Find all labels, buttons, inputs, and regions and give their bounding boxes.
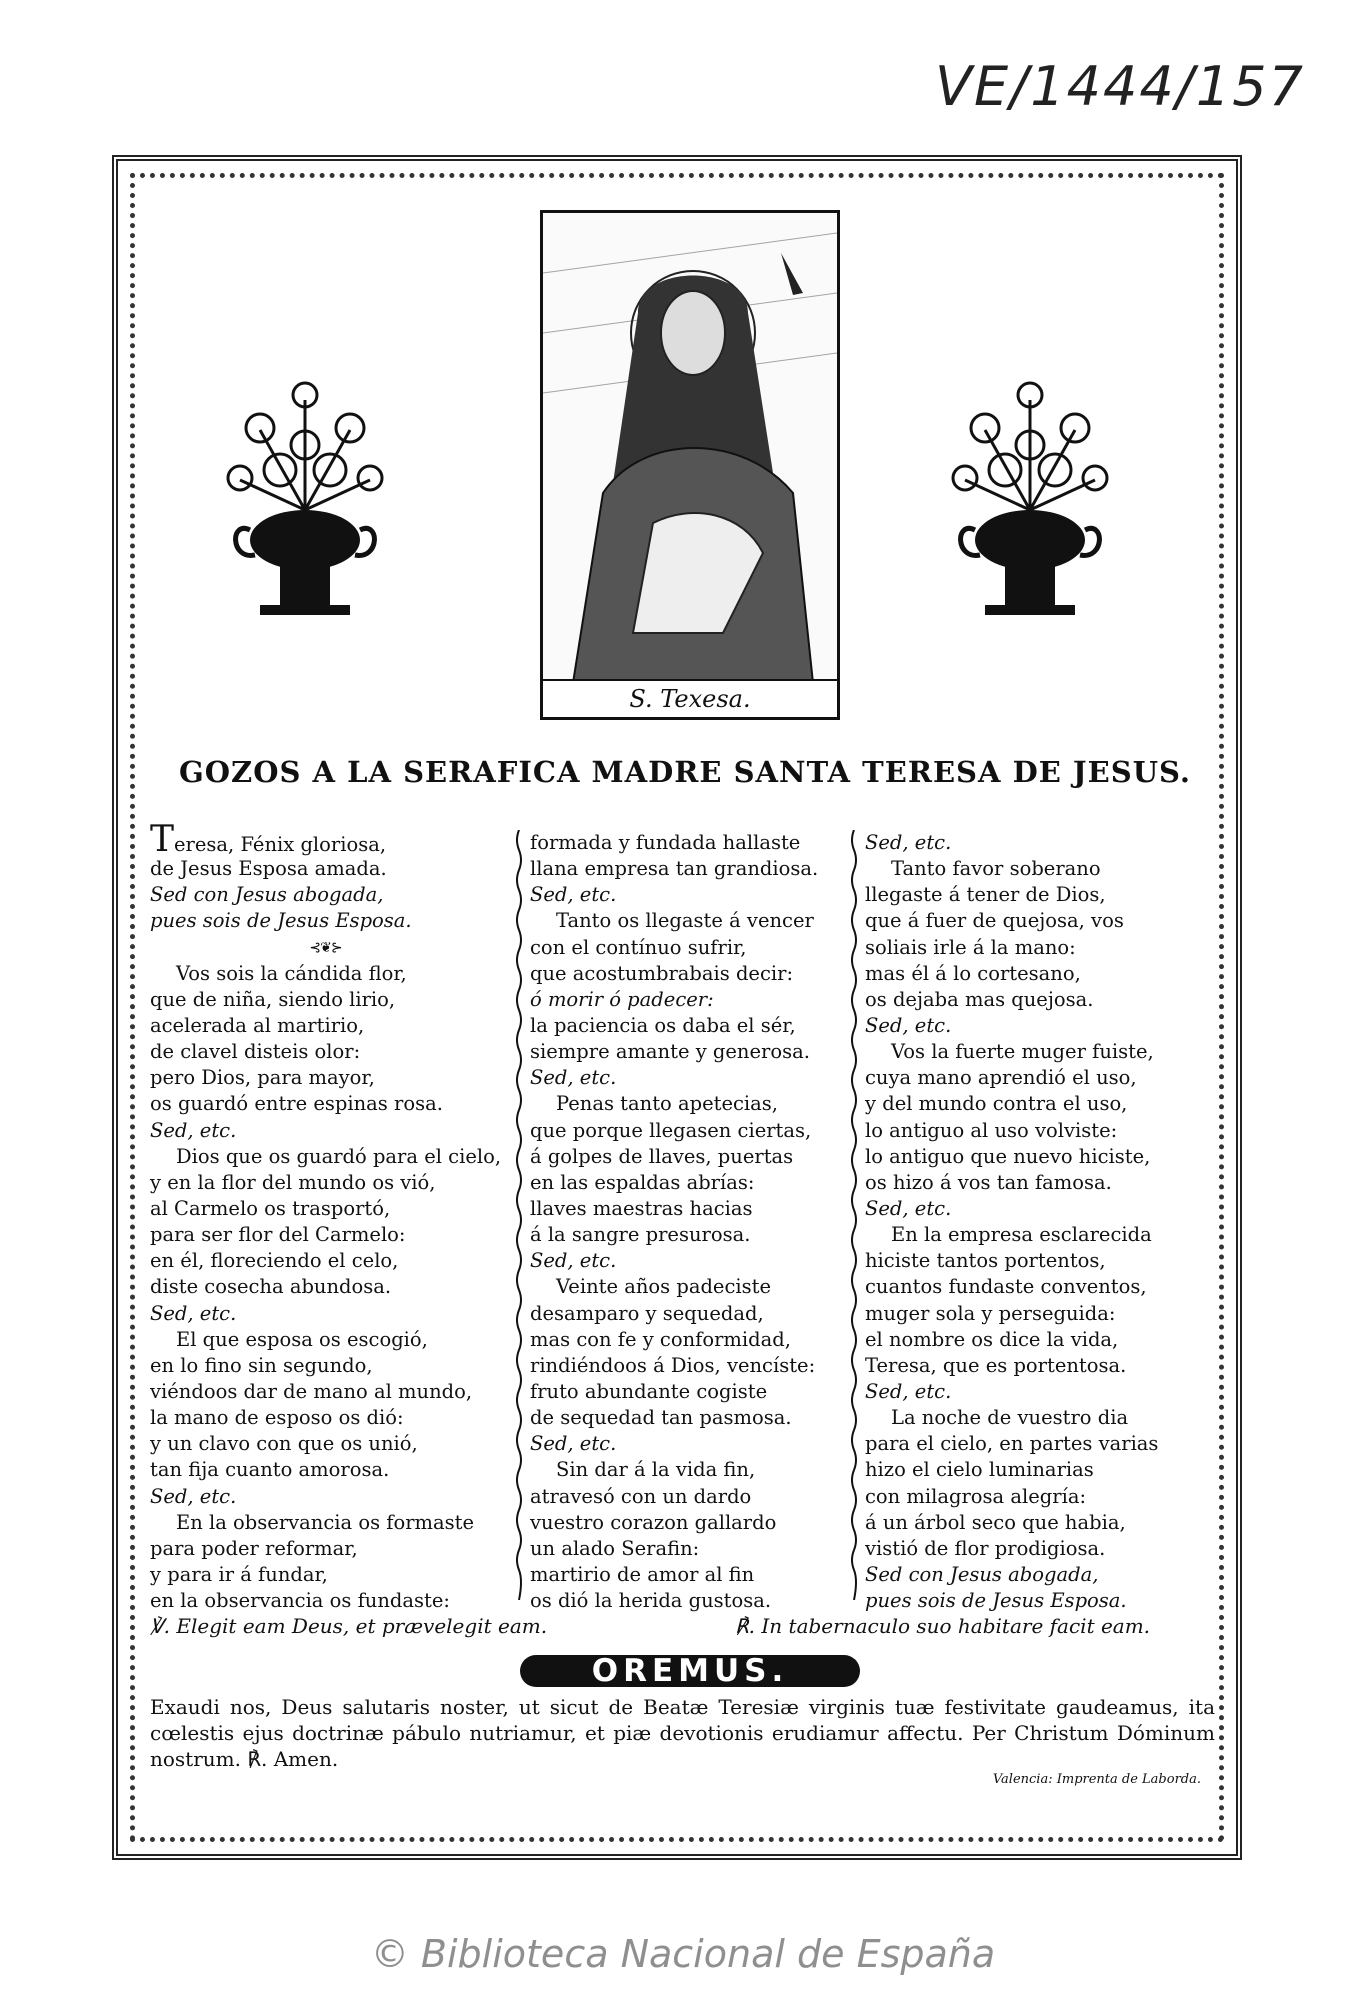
verse-line: soliais irle á la mano: <box>865 935 1076 959</box>
verse-line: Vos la fuerte muger fuiste, <box>891 1040 1154 1064</box>
verse-line: rindiéndoos á Dios, vencíste: <box>530 1353 816 1377</box>
printer-imprint: Valencia: Imprenta de Laborda. <box>992 1772 1201 1787</box>
verse-line: Tanto favor soberano <box>891 857 1101 881</box>
verse-line: acelerada al martirio, <box>150 1013 365 1037</box>
page-title: GOZOS A LA SERAFICA MADRE SANTA TERESA DE JESUS. <box>179 755 1191 789</box>
verse-line: que á fuer de quejosa, vos <box>865 909 1124 933</box>
verse-line: pues sois de Jesus Esposa. <box>865 1589 1127 1613</box>
column-divider-2 <box>850 830 858 1600</box>
verse-column-1 <box>150 819 502 1614</box>
verse-line: Sed, etc. <box>530 1432 617 1456</box>
saint-figure-illustration <box>543 213 837 683</box>
prayer-text: Exaudi nos, Deus salutaris noster, ut sicut de Beatæ Teresiæ virginis tuæ festivitate gaudeamus, ita cœlestis ejus doctrinæ pábulo nutriamur, et piæ devotionis erudiamur affectu. Per Christum Dóminum nostrum. ℟. Amen. <box>150 1695 1215 1771</box>
verse-line: en él, floreciendo el celo, <box>150 1249 399 1273</box>
verse-line: diste cosecha abundosa. <box>150 1275 392 1299</box>
verse-line: Sed, etc. <box>150 1301 237 1325</box>
verse-line: llana empresa tan grandiosa. <box>530 857 819 881</box>
verse-line: que porque llegasen ciertas, <box>530 1118 812 1142</box>
verse-line: Veinte años padeciste <box>556 1275 772 1299</box>
verse-line: pero Dios, para mayor, <box>150 1066 375 1090</box>
verse-line: formada y fundada hallaste <box>530 831 801 854</box>
verse-line: Sed, etc. <box>530 1066 617 1090</box>
verse-line: lo antiguo al uso volviste: <box>865 1118 1118 1142</box>
verse-line: que acostumbrabais decir: <box>530 961 794 985</box>
verse-line: llaves maestras hacias <box>530 1196 753 1220</box>
verse-line: el nombre os dice la vida, <box>865 1327 1119 1351</box>
verse-line: de clavel disteis olor: <box>150 1040 361 1064</box>
verse-line: á un árbol seco que habia, <box>865 1510 1126 1534</box>
verse-line: pues sois de Jesus Esposa. <box>150 909 412 933</box>
verse-line: Penas tanto apetecias, <box>556 1092 778 1116</box>
saint-teresa-engraving <box>540 210 840 720</box>
verse-line: vuestro corazon gallardo <box>530 1510 777 1534</box>
verse-line: con el contínuo sufrir, <box>530 935 747 959</box>
catalog-mark: VE/1444/157 <box>935 55 1305 118</box>
verse-line: vistió de flor prodigiosa. <box>865 1536 1106 1560</box>
verse-line: y un clavo con que os unió, <box>150 1432 418 1456</box>
picture-caption: S. Texesa. <box>543 679 837 717</box>
verse-line: El que esposa os escogió, <box>176 1327 428 1351</box>
verse-line: cuya mano aprendió el uso, <box>865 1066 1137 1090</box>
verse-line: mas él á lo cortesano, <box>865 961 1081 985</box>
verse-line: llegaste á tener de Dios, <box>865 883 1106 907</box>
verse-line: mas con fe y conformidad, <box>530 1327 791 1351</box>
verse-line: Sin dar á la vida fin, <box>556 1458 756 1482</box>
verse-line: Sed, etc. <box>865 1196 952 1220</box>
verse-line: ⊰❦⊱ <box>309 939 342 956</box>
verse-line <box>150 819 501 860</box>
verse-line: á la sangre presurosa. <box>530 1223 751 1247</box>
verse-line: tan fija cuanto amorosa. <box>150 1458 390 1482</box>
verse-line: Tanto os llegaste á vencer <box>556 909 814 933</box>
verse-line: al Carmelo os trasportó, <box>150 1196 391 1220</box>
verse-line: en las espaldas abrías: <box>530 1170 755 1194</box>
verse-line: de Jesus Esposa amada. <box>150 857 387 881</box>
verse-line: con milagrosa alegría: <box>865 1484 1087 1508</box>
verse-line: que de niña, siendo lirio, <box>150 987 396 1011</box>
verse-line: hiciste tantos portentos, <box>865 1249 1106 1273</box>
verse-line: en lo fino sin segundo, <box>150 1353 373 1377</box>
verse-line: os hizo á vos tan famosa. <box>865 1170 1112 1194</box>
verse-line: siempre amante y generosa. <box>530 1040 810 1064</box>
verse-line: ó morir ó padecer: <box>530 987 714 1011</box>
verse-line: Sed, etc. <box>530 1249 617 1273</box>
verse-line: para el cielo, en partes varias <box>865 1432 1159 1456</box>
verse-line: Sed, etc. <box>865 831 952 854</box>
verse-line: desamparo y sequedad, <box>530 1301 764 1325</box>
verse-line: atravesó con un dardo <box>530 1484 752 1508</box>
verse-line: para poder reformar, <box>150 1536 358 1560</box>
verse-line: hizo el cielo luminarias <box>865 1458 1094 1482</box>
verse-line: martirio de amor al fin <box>530 1562 755 1586</box>
verse-line: os dejaba mas quejosa. <box>865 987 1094 1011</box>
verse-line: y para ir á fundar, <box>150 1562 328 1586</box>
left-flower-vase-illustration <box>220 360 390 660</box>
verse-line: y en la flor del mundo os vió, <box>150 1170 436 1194</box>
verse-line: viéndoos dar de mano al mundo, <box>150 1379 473 1403</box>
verse-line: En la observancia os formaste <box>176 1510 475 1534</box>
column-divider-1 <box>515 830 523 1600</box>
verse-line: La noche de vuestro dia <box>891 1406 1129 1430</box>
verse-line: para ser flor del Carmelo: <box>150 1223 406 1247</box>
oremus-heading: OREMUS. <box>520 1655 860 1687</box>
verse-line: en la observancia os fundaste: <box>150 1589 450 1613</box>
drop-cap: T <box>150 819 175 860</box>
verse-line: Sed, etc. <box>150 1484 237 1508</box>
verse-line: Sed, etc. <box>865 1379 952 1403</box>
verse-line: muger sola y perseguida: <box>865 1301 1116 1325</box>
verse-line: Teresa, que es portentosa. <box>865 1353 1127 1377</box>
right-flower-vase-illustration <box>945 360 1115 660</box>
verse-line: cuantos fundaste conventos, <box>865 1275 1147 1299</box>
verse-line: En la empresa esclarecida <box>891 1223 1152 1247</box>
verse-line: os guardó entre espinas rosa. <box>150 1092 443 1116</box>
verse-line: á golpes de llaves, puertas <box>530 1144 794 1168</box>
verse-line: la paciencia os daba el sér, <box>530 1013 796 1037</box>
verse-line: Vos sois la cándida flor, <box>176 961 407 985</box>
response: ℟. In tabernaculo suo habitare facit eam. <box>735 1614 1151 1638</box>
verse-column-3 <box>865 830 1158 1614</box>
first-line-rest: eresa, Fénix gloriosa, <box>174 833 387 856</box>
verse-line: de sequedad tan pasmosa. <box>530 1406 792 1430</box>
verse-line: Sed, etc. <box>865 1013 952 1037</box>
verse-line: la mano de esposo os dió: <box>150 1406 404 1430</box>
verse-line: y del mundo contra el uso, <box>865 1092 1128 1116</box>
verse-line: un alado Serafin: <box>530 1536 700 1560</box>
verse-line: lo antiguo que nuevo hiciste, <box>865 1144 1151 1168</box>
verse-line: Sed, etc. <box>150 1118 237 1142</box>
verse-line: Sed, etc. <box>530 883 617 907</box>
verse-line: Dios que os guardó para el cielo, <box>176 1144 502 1168</box>
verse-line: fruto abundante cogiste <box>530 1379 768 1403</box>
verse-line: os dió la herida gustosa. <box>530 1589 772 1613</box>
verse-line: Sed con Jesus abogada, <box>150 883 384 907</box>
copyright-footer: © Biblioteca Nacional de España <box>370 1932 996 1976</box>
versicle: ℣. Elegit eam Deus, et prævelegit eam. <box>150 1614 548 1638</box>
verse-column-2 <box>530 830 818 1614</box>
verse-line: Sed con Jesus abogada, <box>865 1562 1099 1586</box>
